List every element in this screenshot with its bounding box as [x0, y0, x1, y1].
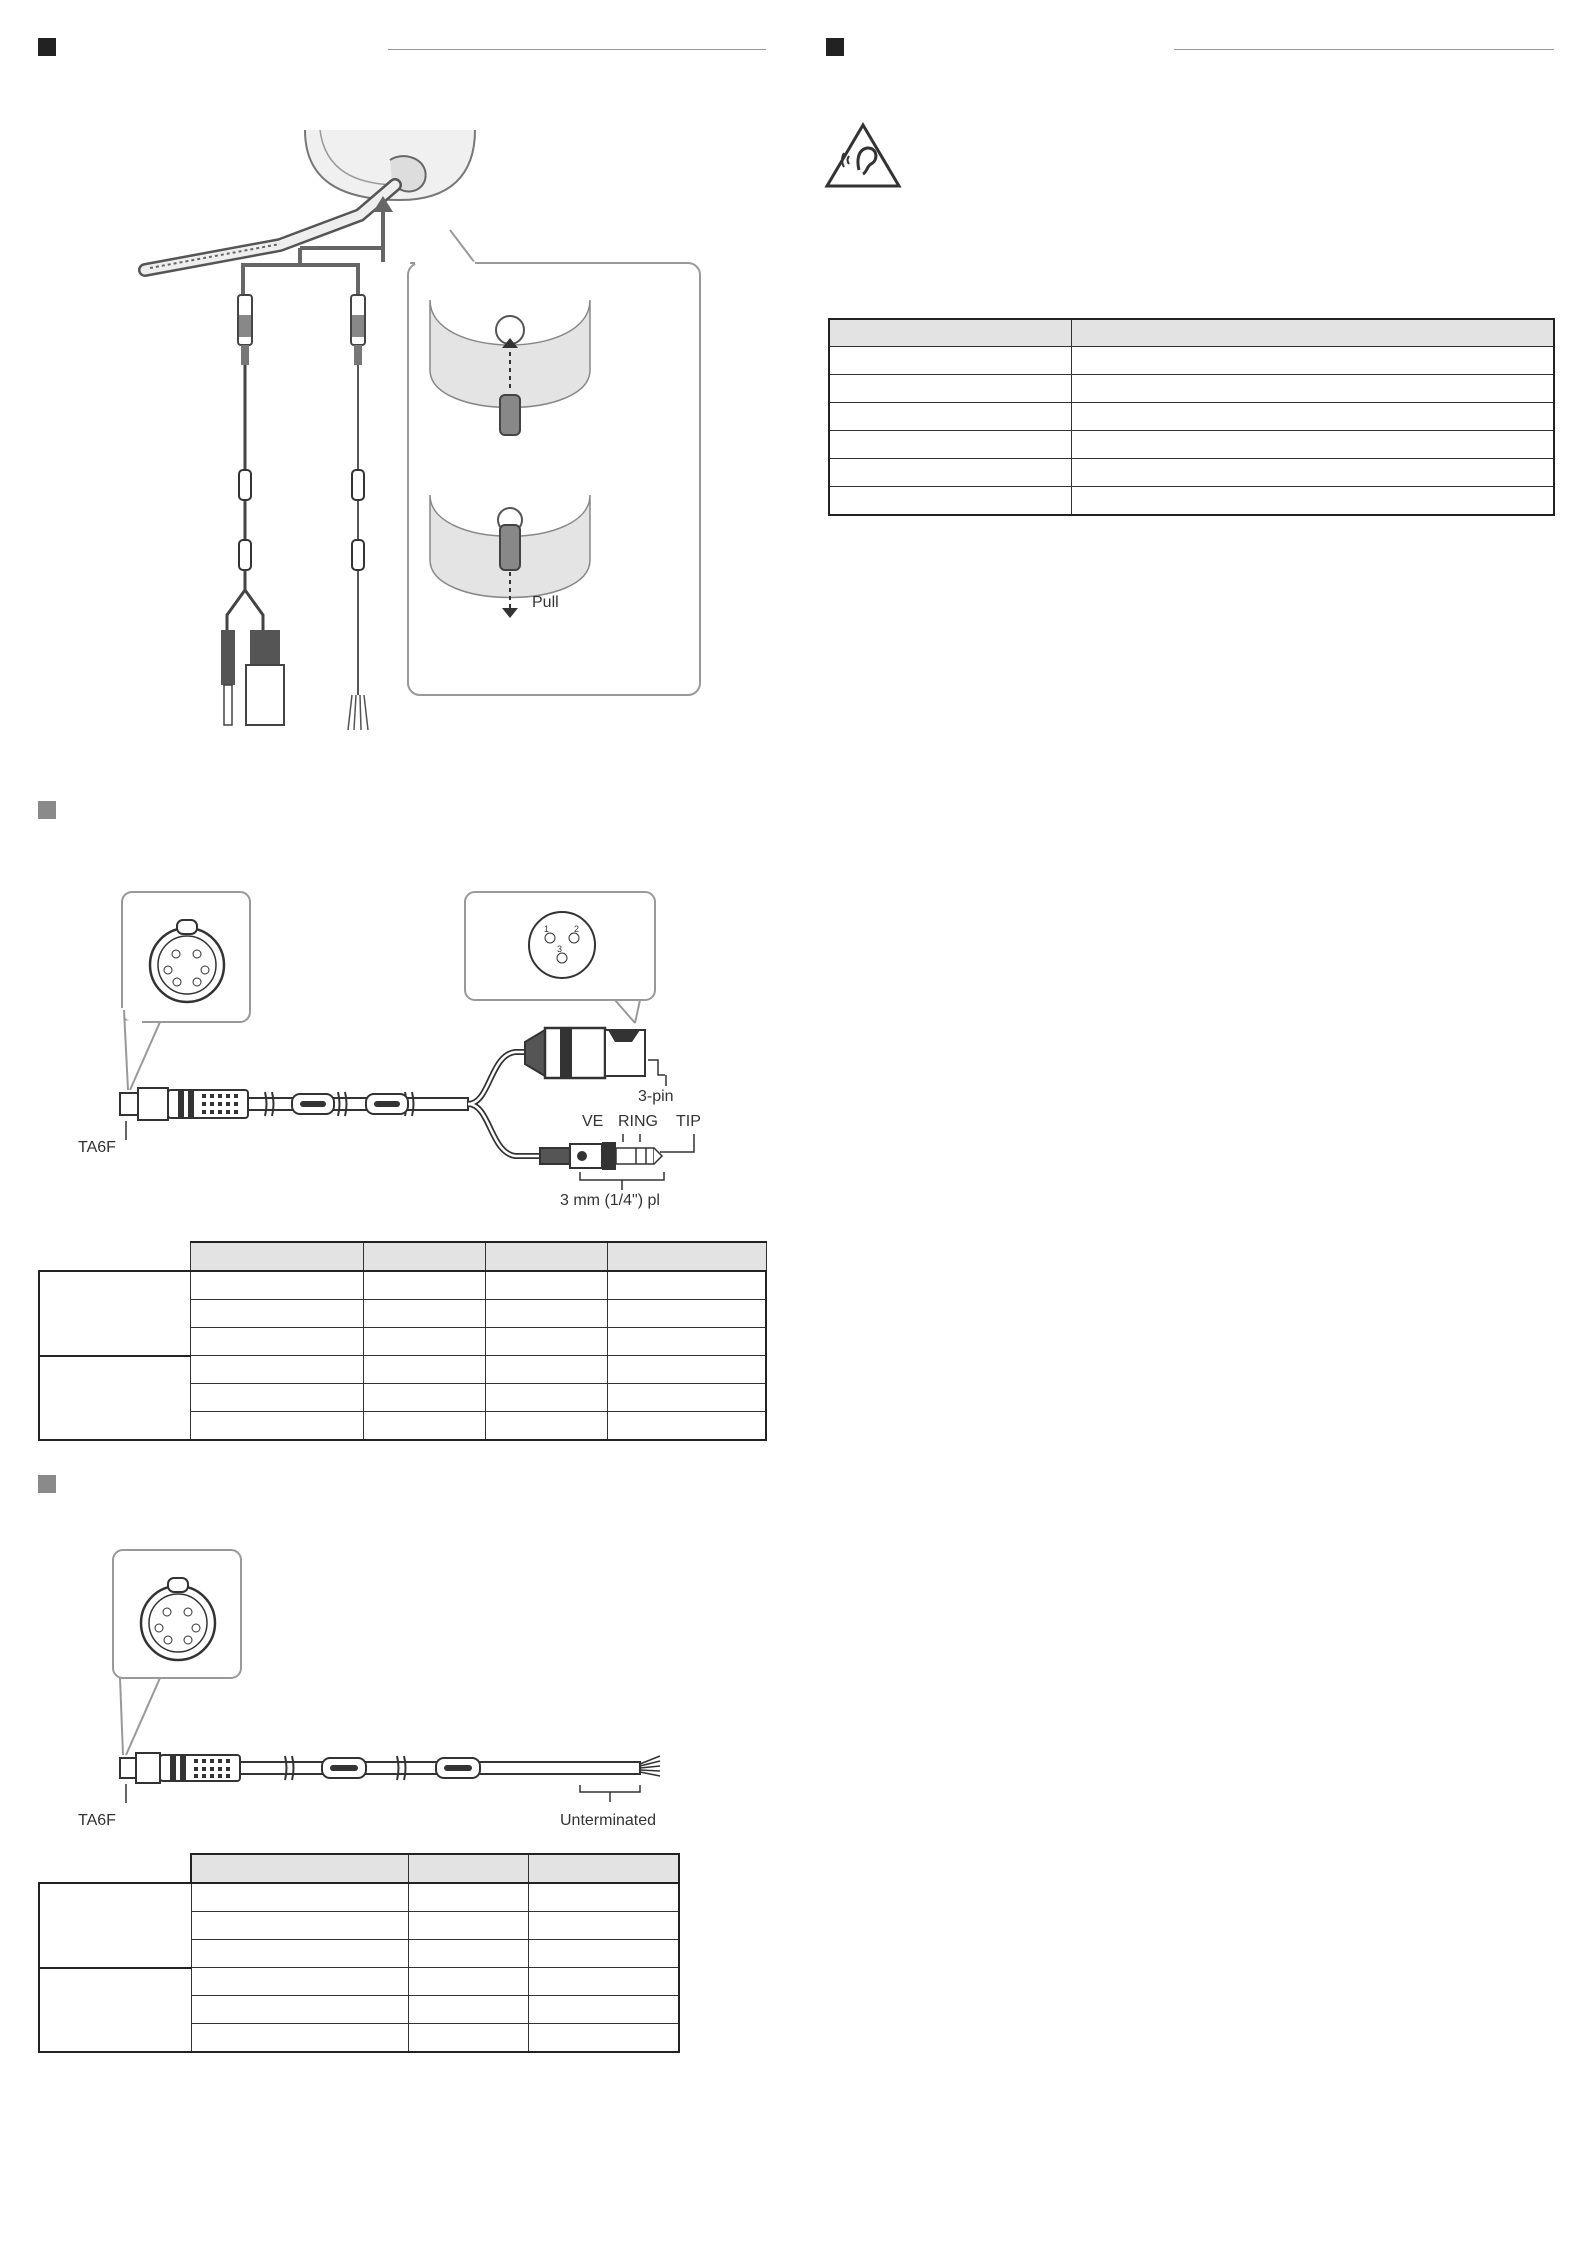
ta6f-label: TA6F [78, 1812, 116, 1829]
hearing-warning-icon [823, 120, 903, 190]
xlr-pin-3: 3 [557, 944, 563, 954]
pull-label: Pull [532, 594, 559, 611]
section-marker [38, 801, 56, 819]
tip-label: TIP [676, 1113, 701, 1130]
ta6f-unterminated-cable-diagram [60, 1545, 680, 1835]
section-marker [38, 1475, 56, 1493]
table-header-cell [486, 1242, 608, 1271]
section-marker [826, 38, 844, 56]
header-rule-left [388, 49, 766, 50]
ta6f-xlr-cable-diagram [60, 880, 720, 1220]
cable-attachment-illustration [130, 120, 710, 740]
table-header-cell [364, 1242, 486, 1271]
ta6f-label: TA6F [78, 1139, 116, 1156]
sleeve-label: VE [582, 1113, 604, 1130]
table-row [829, 487, 1554, 516]
table-row [39, 1968, 679, 1996]
wiring-table-xlr [38, 1241, 767, 1441]
table-header-cell [608, 1242, 767, 1271]
table-header-cell [191, 1854, 409, 1883]
table-header-cell [529, 1854, 680, 1883]
table-header-cell [191, 1242, 364, 1271]
table-row [39, 1356, 766, 1384]
table-row [829, 347, 1554, 375]
unterminated-label: Unterminated [560, 1812, 657, 1829]
section-marker [38, 38, 56, 56]
table-header-cell [1072, 319, 1555, 347]
spec-table [828, 318, 1555, 516]
xlr-pin-2: 2 [574, 924, 580, 934]
three-pin-label: 3-pin [638, 1088, 674, 1105]
table-row [829, 459, 1554, 487]
table-header-cell [409, 1854, 529, 1883]
ring-label: RING [618, 1113, 658, 1130]
table-row [39, 1883, 679, 1912]
plug-label: 3 mm (1/4") pl [560, 1192, 660, 1209]
xlr-pin-1: 1 [544, 924, 550, 934]
table-row [829, 403, 1554, 431]
table-row [829, 431, 1554, 459]
table-row [39, 1271, 766, 1300]
wiring-table-unterminated [38, 1853, 680, 2053]
table-row [829, 375, 1554, 403]
header-rule-right [1174, 49, 1554, 50]
table-header-cell [829, 319, 1072, 347]
